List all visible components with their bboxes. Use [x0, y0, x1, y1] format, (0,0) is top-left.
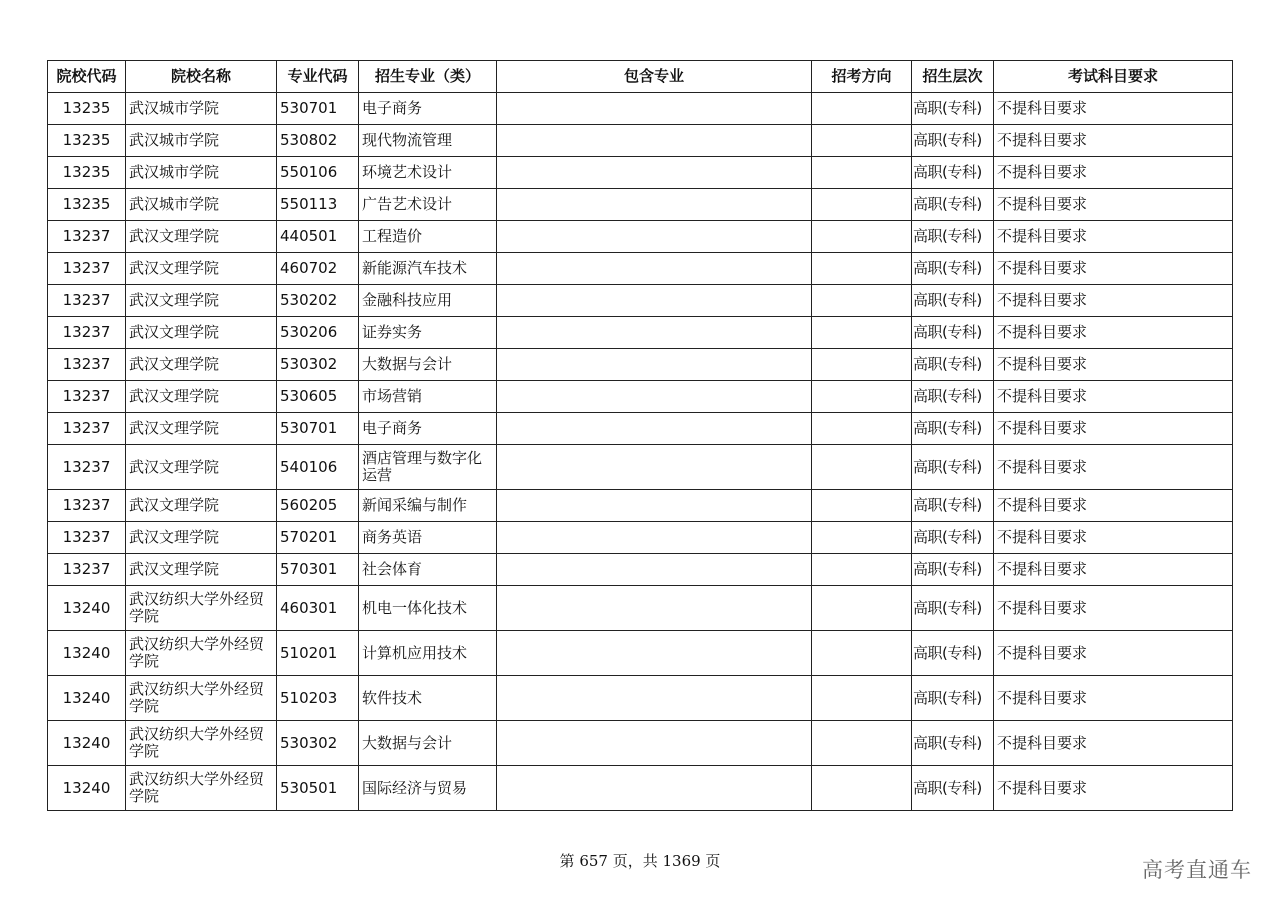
- cell-level: 高职(专科): [912, 631, 994, 676]
- cell-major-code: 530501: [277, 766, 359, 811]
- cell-major: 金融科技应用: [359, 285, 497, 317]
- header-included-majors: 包含专业: [497, 61, 812, 93]
- table-row: [48, 676, 1233, 721]
- table-row: [48, 189, 1233, 221]
- cell-school-name: 武汉纺织大学外经贸学院: [126, 631, 277, 676]
- table-row: [48, 721, 1233, 766]
- cell-school-name: 武汉城市学院: [126, 93, 277, 125]
- cell-major-code: 530202: [277, 285, 359, 317]
- cell-requirement: 不提科目要求: [994, 349, 1233, 381]
- table-row: [48, 253, 1233, 285]
- cell-school-code: 13237: [48, 349, 126, 381]
- cell-direction: [812, 157, 912, 189]
- cell-major: 软件技术: [359, 676, 497, 721]
- cell-included-majors: [497, 381, 812, 413]
- cell-level: 高职(专科): [912, 157, 994, 189]
- cell-requirement: 不提科目要求: [994, 189, 1233, 221]
- cell-level: 高职(专科): [912, 349, 994, 381]
- cell-major-code: 530605: [277, 381, 359, 413]
- table-row: [48, 317, 1233, 349]
- table-row: [48, 381, 1233, 413]
- cell-direction: [812, 93, 912, 125]
- cell-school-code: 13240: [48, 631, 126, 676]
- cell-major-code: 560205: [277, 490, 359, 522]
- cell-major-code: 550106: [277, 157, 359, 189]
- cell-direction: [812, 381, 912, 413]
- cell-direction: [812, 125, 912, 157]
- cell-school-code: 13237: [48, 490, 126, 522]
- cell-school-name: 武汉文理学院: [126, 349, 277, 381]
- cell-school-name: 武汉文理学院: [126, 554, 277, 586]
- cell-included-majors: [497, 522, 812, 554]
- cell-school-name: 武汉文理学院: [126, 253, 277, 285]
- cell-requirement: 不提科目要求: [994, 317, 1233, 349]
- cell-school-code: 13235: [48, 93, 126, 125]
- cell-major: 电子商务: [359, 93, 497, 125]
- cell-school-name: 武汉城市学院: [126, 125, 277, 157]
- cell-level: 高职(专科): [912, 317, 994, 349]
- cell-major: 酒店管理与数字化运营: [359, 445, 497, 490]
- cell-level: 高职(专科): [912, 221, 994, 253]
- cell-major-code: 570301: [277, 554, 359, 586]
- cell-school-name: 武汉文理学院: [126, 285, 277, 317]
- cell-requirement: 不提科目要求: [994, 125, 1233, 157]
- cell-major: 机电一体化技术: [359, 586, 497, 631]
- cell-school-code: 13237: [48, 381, 126, 413]
- cell-major: 证券实务: [359, 317, 497, 349]
- cell-included-majors: [497, 157, 812, 189]
- table-row: [48, 221, 1233, 253]
- table-body: [48, 93, 1233, 811]
- cell-included-majors: [497, 93, 812, 125]
- cell-major-code: 510201: [277, 631, 359, 676]
- cell-direction: [812, 721, 912, 766]
- cell-level: 高职(专科): [912, 253, 994, 285]
- cell-requirement: 不提科目要求: [994, 631, 1233, 676]
- cell-school-code: 13237: [48, 522, 126, 554]
- cell-direction: [812, 490, 912, 522]
- cell-included-majors: [497, 490, 812, 522]
- cell-school-name: 武汉文理学院: [126, 317, 277, 349]
- cell-requirement: 不提科目要求: [994, 586, 1233, 631]
- cell-school-name: 武汉文理学院: [126, 381, 277, 413]
- table-header-row: [48, 61, 1233, 93]
- cell-included-majors: [497, 285, 812, 317]
- header-requirement: 考试科目要求: [994, 61, 1233, 93]
- cell-level: 高职(专科): [912, 676, 994, 721]
- cell-school-code: 13237: [48, 445, 126, 490]
- cell-major-code: 440501: [277, 221, 359, 253]
- cell-requirement: 不提科目要求: [994, 676, 1233, 721]
- cell-school-code: 13235: [48, 125, 126, 157]
- cell-included-majors: [497, 766, 812, 811]
- cell-major: 新能源汽车技术: [359, 253, 497, 285]
- cell-requirement: 不提科目要求: [994, 445, 1233, 490]
- table-row: [48, 93, 1233, 125]
- table-row: [48, 586, 1233, 631]
- cell-level: 高职(专科): [912, 490, 994, 522]
- header-direction: 招考方向: [812, 61, 912, 93]
- table-row: [48, 125, 1233, 157]
- cell-included-majors: [497, 317, 812, 349]
- cell-included-majors: [497, 413, 812, 445]
- cell-major: 社会体育: [359, 554, 497, 586]
- cell-school-code: 13237: [48, 285, 126, 317]
- cell-level: 高职(专科): [912, 381, 994, 413]
- cell-school-code: 13240: [48, 766, 126, 811]
- cell-requirement: 不提科目要求: [994, 721, 1233, 766]
- cell-major-code: 530701: [277, 413, 359, 445]
- cell-direction: [812, 317, 912, 349]
- header-school-name: 院校名称: [126, 61, 277, 93]
- cell-direction: [812, 554, 912, 586]
- cell-level: 高职(专科): [912, 721, 994, 766]
- cell-major: 新闻采编与制作: [359, 490, 497, 522]
- cell-included-majors: [497, 586, 812, 631]
- cell-included-majors: [497, 349, 812, 381]
- cell-requirement: 不提科目要求: [994, 413, 1233, 445]
- cell-school-name: 武汉纺织大学外经贸学院: [126, 721, 277, 766]
- table-row: [48, 490, 1233, 522]
- cell-included-majors: [497, 125, 812, 157]
- cell-requirement: 不提科目要求: [994, 554, 1233, 586]
- cell-level: 高职(专科): [912, 285, 994, 317]
- cell-school-code: 13237: [48, 554, 126, 586]
- cell-requirement: 不提科目要求: [994, 285, 1233, 317]
- table-row: [48, 445, 1233, 490]
- cell-school-code: 13240: [48, 676, 126, 721]
- cell-requirement: 不提科目要求: [994, 157, 1233, 189]
- cell-school-name: 武汉文理学院: [126, 522, 277, 554]
- cell-major: 广告艺术设计: [359, 189, 497, 221]
- cell-included-majors: [497, 189, 812, 221]
- cell-major: 大数据与会计: [359, 721, 497, 766]
- cell-major: 大数据与会计: [359, 349, 497, 381]
- cell-direction: [812, 586, 912, 631]
- table-row: [48, 766, 1233, 811]
- cell-direction: [812, 413, 912, 445]
- cell-direction: [812, 522, 912, 554]
- table-row: [48, 285, 1233, 317]
- table-row: [48, 631, 1233, 676]
- cell-direction: [812, 253, 912, 285]
- cell-level: 高职(专科): [912, 554, 994, 586]
- cell-school-name: 武汉纺织大学外经贸学院: [126, 586, 277, 631]
- cell-included-majors: [497, 721, 812, 766]
- cell-major-code: 460301: [277, 586, 359, 631]
- cell-requirement: 不提科目要求: [994, 221, 1233, 253]
- cell-direction: [812, 766, 912, 811]
- cell-major: 市场营销: [359, 381, 497, 413]
- cell-school-name: 武汉纺织大学外经贸学院: [126, 766, 277, 811]
- cell-major-code: 460702: [277, 253, 359, 285]
- cell-level: 高职(专科): [912, 125, 994, 157]
- admissions-table-container: [47, 60, 1232, 811]
- cell-school-name: 武汉文理学院: [126, 490, 277, 522]
- cell-school-code: 13237: [48, 317, 126, 349]
- cell-included-majors: [497, 676, 812, 721]
- cell-direction: [812, 189, 912, 221]
- table-row: [48, 157, 1233, 189]
- cell-major-code: 530206: [277, 317, 359, 349]
- cell-level: 高职(专科): [912, 445, 994, 490]
- cell-direction: [812, 285, 912, 317]
- cell-requirement: 不提科目要求: [994, 93, 1233, 125]
- cell-school-code: 13237: [48, 413, 126, 445]
- cell-major-code: 510203: [277, 676, 359, 721]
- table-row: [48, 349, 1233, 381]
- cell-level: 高职(专科): [912, 522, 994, 554]
- cell-major: 工程造价: [359, 221, 497, 253]
- header-level: 招生层次: [912, 61, 994, 93]
- cell-major-code: 530302: [277, 721, 359, 766]
- cell-included-majors: [497, 253, 812, 285]
- cell-level: 高职(专科): [912, 413, 994, 445]
- cell-school-name: 武汉文理学院: [126, 413, 277, 445]
- cell-direction: [812, 349, 912, 381]
- table-row: [48, 554, 1233, 586]
- cell-requirement: 不提科目要求: [994, 381, 1233, 413]
- cell-level: 高职(专科): [912, 189, 994, 221]
- cell-major-code: 550113: [277, 189, 359, 221]
- cell-school-name: 武汉城市学院: [126, 189, 277, 221]
- cell-requirement: 不提科目要求: [994, 766, 1233, 811]
- cell-direction: [812, 445, 912, 490]
- watermark-text: 高考直通车: [1142, 858, 1252, 882]
- cell-level: 高职(专科): [912, 766, 994, 811]
- cell-major-code: 530302: [277, 349, 359, 381]
- cell-direction: [812, 631, 912, 676]
- cell-major: 计算机应用技术: [359, 631, 497, 676]
- header-major-code: 专业代码: [277, 61, 359, 93]
- cell-included-majors: [497, 221, 812, 253]
- header-school-code: 院校代码: [48, 61, 126, 93]
- cell-school-code: 13240: [48, 586, 126, 631]
- cell-major-code: 530701: [277, 93, 359, 125]
- cell-direction: [812, 676, 912, 721]
- cell-school-code: 13235: [48, 189, 126, 221]
- cell-school-name: 武汉纺织大学外经贸学院: [126, 676, 277, 721]
- cell-major: 商务英语: [359, 522, 497, 554]
- page-number-footer: 第 657 页，共 1369 页: [559, 852, 721, 870]
- cell-included-majors: [497, 631, 812, 676]
- cell-school-name: 武汉文理学院: [126, 221, 277, 253]
- cell-school-code: 13235: [48, 157, 126, 189]
- cell-major-code: 530802: [277, 125, 359, 157]
- cell-major: 环境艺术设计: [359, 157, 497, 189]
- cell-major-code: 570201: [277, 522, 359, 554]
- cell-major: 电子商务: [359, 413, 497, 445]
- cell-level: 高职(专科): [912, 586, 994, 631]
- cell-school-name: 武汉城市学院: [126, 157, 277, 189]
- cell-included-majors: [497, 554, 812, 586]
- cell-requirement: 不提科目要求: [994, 253, 1233, 285]
- header-major: 招生专业（类）: [359, 61, 497, 93]
- cell-school-code: 13237: [48, 221, 126, 253]
- cell-school-code: 13237: [48, 253, 126, 285]
- cell-major: 现代物流管理: [359, 125, 497, 157]
- table-row: [48, 522, 1233, 554]
- cell-school-name: 武汉文理学院: [126, 445, 277, 490]
- cell-requirement: 不提科目要求: [994, 522, 1233, 554]
- cell-requirement: 不提科目要求: [994, 490, 1233, 522]
- cell-level: 高职(专科): [912, 93, 994, 125]
- cell-school-code: 13240: [48, 721, 126, 766]
- cell-major: 国际经济与贸易: [359, 766, 497, 811]
- admissions-table: [47, 60, 1233, 811]
- cell-major-code: 540106: [277, 445, 359, 490]
- cell-included-majors: [497, 445, 812, 490]
- cell-direction: [812, 221, 912, 253]
- table-row: [48, 413, 1233, 445]
